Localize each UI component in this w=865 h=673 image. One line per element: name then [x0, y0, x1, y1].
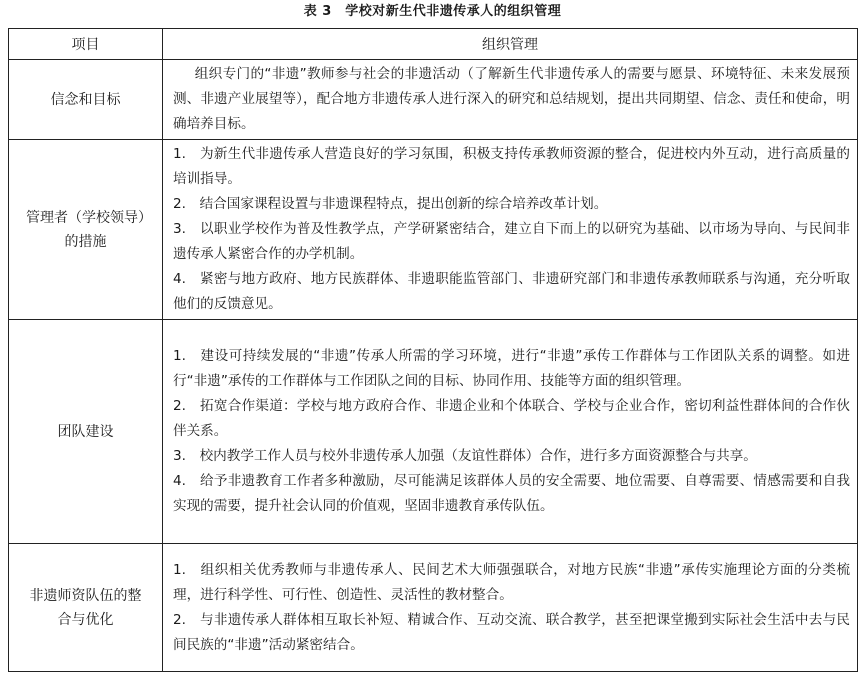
table-row	[9, 320, 858, 544]
table-row	[9, 60, 858, 140]
header-item: 项目	[9, 29, 163, 60]
paragraph: 4. 紧密与地方政府、地方民族群体、非遗职能监管部门、非遗研究部门和非遗传承教师联系与沟通，充分听取他们的反馈意见。	[173, 271, 850, 312]
row-desc-beliefs-goals	[163, 60, 858, 140]
table-caption: 表 3 学校对新生代非遗传承人的组织管理	[303, 4, 562, 19]
paragraph: 4. 给予非遗教育工作者多种激励，尽可能满足该群体人员的安全需要、地位需要、自尊需要、情感需要和自我实现的需要，提升社会认同的价值观，坚固非遗教育承传队伍。	[173, 473, 850, 514]
row-item-management-measures: 管理者（学校领导）的措施	[9, 140, 163, 320]
table-row	[9, 140, 858, 320]
paragraph: 3. 以职业学校作为普及性教学点，产学研紧密结合，建立自下而上的以研究为基础、以市场为导向、与民间非遗传承人紧密合作的办学机制。	[173, 221, 850, 262]
row-desc-management-measures	[163, 140, 858, 320]
row-item-beliefs-goals: 信念和目标	[9, 60, 163, 140]
paragraph: 1. 建设可持续发展的“非遗”传承人所需的学习环境，进行“非遗”承传工作群体与工作团队关系的调整。如进行“非遗”承传的工作群体与工作团队之间的目标、协同作用、技能等方面的组织管理。	[173, 348, 850, 389]
row-desc-team-building	[163, 320, 858, 544]
row-item-team-building: 团队建设	[9, 320, 163, 544]
paragraph: 1. 为新生代非遗传承人营造良好的学习氛围，积极支持传承教师资源的整合，促进校内外互动，进行高质量的培训指导。	[173, 146, 850, 187]
organization-management-table	[8, 28, 858, 672]
paragraph: 3. 校内教学工作人员与校外非遗传承人加强（友谊性群体）合作，进行多方面资源整合与共享。	[173, 448, 757, 464]
paragraph: 组织专门的“非遗”教师参与社会的非遗活动（了解新生代非遗传承人的需要与愿景、环境特征、未来发展预测、非遗产业展望等），配合地方非遗传承人进行深入的研究和总结规划，提出共同期望、信念、责任和使命，明确培养目标。	[173, 66, 850, 132]
paragraph: 1. 组织相关优秀教师与非遗传承人、民间艺术大师强强联合，对地方民族“非遗”承传实施理论方面的分类梳理，进行科学性、可行性、创造性、灵活性的教材整合。	[173, 561, 850, 603]
table-header-row	[9, 29, 858, 60]
paragraph: 2. 结合国家课程设置与非遗课程特点，提出创新的综合培养改革计划。	[173, 196, 608, 212]
paragraph: 2. 与非遗传承人群体相互取长补短、精诚合作、互动交流、联合教学，甚至把课堂搬到实际社会生活中去与民间民族的“非遗”活动紧密结合。	[173, 611, 850, 653]
table-row	[9, 544, 858, 672]
header-management: 组织管理	[163, 29, 858, 60]
row-desc-faculty-optimization	[163, 544, 858, 672]
paragraph: 2. 拓宽合作渠道：学校与地方政府合作、非遗企业和个体联合、学校与企业合作，密切利益性群体间的合作伙伴关系。	[173, 398, 850, 439]
row-item-faculty-optimization: 非遗师资队伍的整合与优化	[9, 544, 163, 672]
